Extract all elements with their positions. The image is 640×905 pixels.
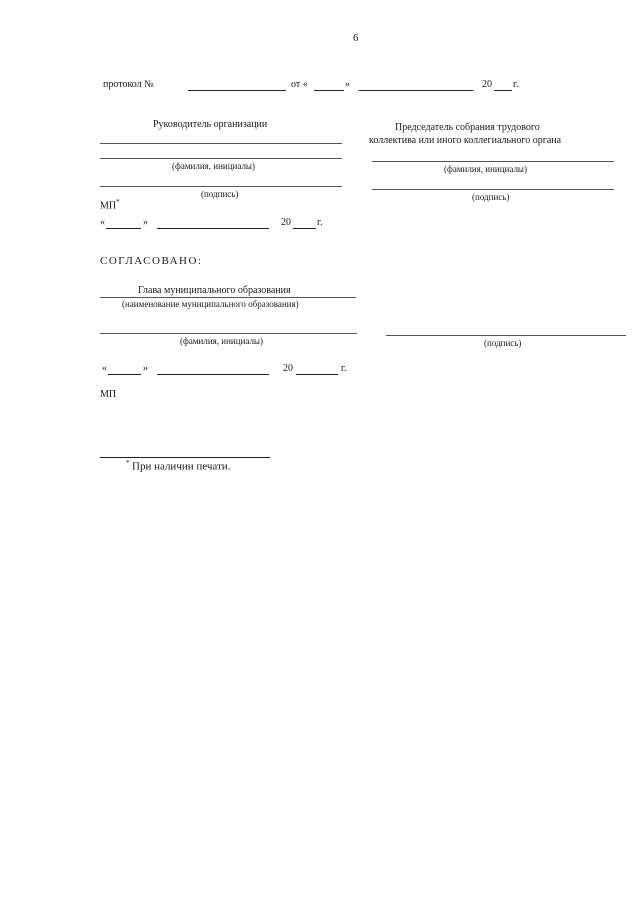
director-year-suffix: г. bbox=[317, 217, 323, 228]
protocol-quote-close: » bbox=[345, 79, 350, 90]
protocol-number-blank bbox=[188, 90, 286, 91]
director-year-blank bbox=[293, 228, 316, 229]
footnote-text: При наличии печати. bbox=[132, 460, 231, 473]
agreed-name-line bbox=[100, 333, 357, 334]
agreed-day-blank bbox=[108, 374, 141, 375]
director-stamp bbox=[100, 198, 120, 211]
director-month-blank bbox=[157, 228, 269, 229]
protocol-year-prefix: 20 bbox=[482, 79, 492, 90]
agreed-heading: СОГЛАСОВАНО: bbox=[100, 255, 203, 267]
agreed-head-title: Глава муниципального образования bbox=[138, 285, 291, 296]
agreed-stamp-label: МП bbox=[100, 389, 117, 400]
director-year-prefix: 20 bbox=[281, 217, 291, 228]
agreed-year-blank bbox=[296, 374, 338, 375]
agreed-month-blank bbox=[157, 374, 269, 375]
chairman-sign-caption: (подпись) bbox=[472, 192, 510, 202]
director-day-blank bbox=[106, 228, 141, 229]
agreed-sign-line bbox=[386, 335, 626, 336]
director-sign-line bbox=[100, 186, 342, 187]
agreed-year-suffix: г. bbox=[341, 363, 347, 374]
protocol-from-label: от « bbox=[291, 79, 308, 90]
page-number: 6 bbox=[353, 32, 359, 44]
director-sign-caption: (подпись) bbox=[201, 189, 239, 199]
agreed-year-prefix: 20 bbox=[283, 363, 293, 374]
director-name-caption: (фамилия, инициалы) bbox=[172, 161, 255, 171]
chairman-sign-line bbox=[372, 189, 614, 190]
director-name-line bbox=[100, 158, 342, 159]
protocol-month-blank bbox=[359, 90, 473, 91]
protocol-year-blank bbox=[494, 90, 512, 91]
director-date-open: « bbox=[100, 217, 105, 228]
agreed-head-caption: (наименование муниципального образования) bbox=[122, 299, 299, 309]
agreed-date-open: « bbox=[102, 363, 107, 374]
agreed-head-line bbox=[100, 297, 356, 298]
protocol-day-blank bbox=[314, 90, 344, 91]
agreed-name-caption: (фамилия, инициалы) bbox=[180, 336, 263, 346]
director-date-close: » bbox=[143, 217, 148, 228]
footnote-content bbox=[126, 459, 230, 472]
chairman-title-line1: Председатель собрания трудового bbox=[395, 122, 540, 133]
footnote-separator bbox=[100, 457, 270, 458]
director-line-1 bbox=[100, 143, 342, 144]
agreed-sign-caption: (подпись) bbox=[484, 338, 522, 348]
agreed-date-close: » bbox=[143, 363, 148, 374]
director-stamp-mark: * bbox=[116, 198, 120, 206]
chairman-name-caption: (фамилия, инициалы) bbox=[444, 164, 527, 174]
footnote-mark: * bbox=[126, 459, 130, 467]
chairman-name-line bbox=[372, 161, 614, 162]
director-title: Руководитель организации bbox=[153, 119, 268, 130]
director-stamp-label: МП bbox=[100, 200, 117, 212]
chairman-title-line2: коллектива или иного коллегиального органа bbox=[369, 135, 562, 146]
protocol-label: протокол № bbox=[103, 79, 154, 90]
protocol-year-suffix: г. bbox=[513, 79, 519, 90]
